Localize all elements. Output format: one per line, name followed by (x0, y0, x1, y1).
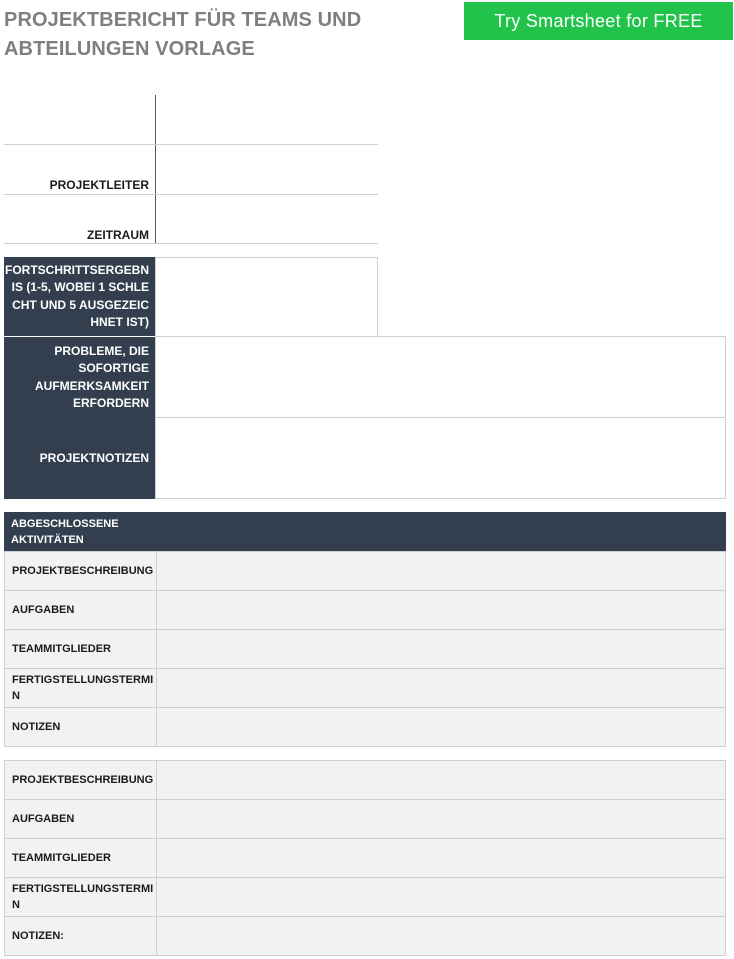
row-label: FERTIGSTELLUNGSTERMIN (5, 878, 157, 917)
progress-score-label (4, 257, 156, 336)
row-label: PROJEKTBESCHREIBUNG (5, 761, 157, 800)
info-divider-3 (4, 243, 378, 244)
activity-table-1 (4, 551, 726, 747)
row-value-field[interactable] (157, 591, 726, 630)
row-value-field[interactable] (157, 761, 726, 800)
table-row (5, 669, 726, 708)
row-value-field[interactable] (157, 630, 726, 669)
project-lead-label: PROJEKTLEITER (49, 178, 149, 192)
row-value-field[interactable] (157, 839, 726, 878)
table-row (5, 839, 726, 878)
activity-table-2 (4, 760, 726, 956)
row-value-field[interactable] (157, 878, 726, 917)
period-field[interactable] (157, 196, 377, 242)
row-value-field[interactable] (157, 708, 726, 747)
row-value-field[interactable] (157, 917, 726, 956)
page-title: PROJEKTBERICHT FÜR TEAMS UND ABTEILUNGEN VORLAGE (4, 9, 362, 60)
row-label: PROJEKTBESCHREIBUNG (5, 552, 157, 591)
issues-label-text: PROBLEME, DIE SOFORTIGE AUFMERKSAMKEIT ERFORDERN (35, 343, 149, 410)
table-row (5, 708, 726, 747)
project-notes-label-text: PROJEKTNOTIZEN (39, 450, 149, 465)
issues-label (4, 337, 156, 418)
project-lead-field[interactable] (157, 146, 377, 193)
row-value-field[interactable] (157, 552, 726, 591)
table-row (5, 630, 726, 669)
progress-score-field[interactable] (155, 257, 378, 337)
row-label: TEAMMITGLIEDER (5, 839, 157, 878)
row-label: AUFGABEN (5, 591, 157, 630)
period-label: ZEITRAUM (87, 228, 149, 242)
progress-score-label-text: FORTSCHRITTSERGEBNIS (1-5, WOBEI 1 SCHLECHT UND 5 AUSGEZEICHNET IST) (5, 262, 149, 329)
table-row (5, 800, 726, 839)
row-label: NOTIZEN (5, 708, 157, 747)
table-row (5, 591, 726, 630)
project-notes-label (4, 418, 156, 499)
completed-activities-title: ABGESCHLOSSENE AKTIVITÄTEN (11, 518, 119, 546)
table-row (5, 552, 726, 591)
table-row (5, 878, 726, 917)
issues-field[interactable] (155, 336, 726, 418)
table-row (5, 761, 726, 800)
info-divider-vertical (155, 95, 156, 244)
row-label: NOTIZEN: (5, 917, 157, 956)
info-divider-2 (4, 194, 378, 195)
row-value-field[interactable] (157, 669, 726, 708)
project-notes-field[interactable] (155, 417, 726, 499)
info-divider-1 (4, 144, 378, 145)
row-label: AUFGABEN (5, 800, 157, 839)
try-smartsheet-button[interactable]: Try Smartsheet for FREE (464, 2, 733, 40)
table-row (5, 917, 726, 956)
row-value-field[interactable] (157, 800, 726, 839)
row-label: TEAMMITGLIEDER (5, 630, 157, 669)
completed-activities-header (4, 512, 726, 551)
row-label: FERTIGSTELLUNGSTERMIN (5, 669, 157, 708)
